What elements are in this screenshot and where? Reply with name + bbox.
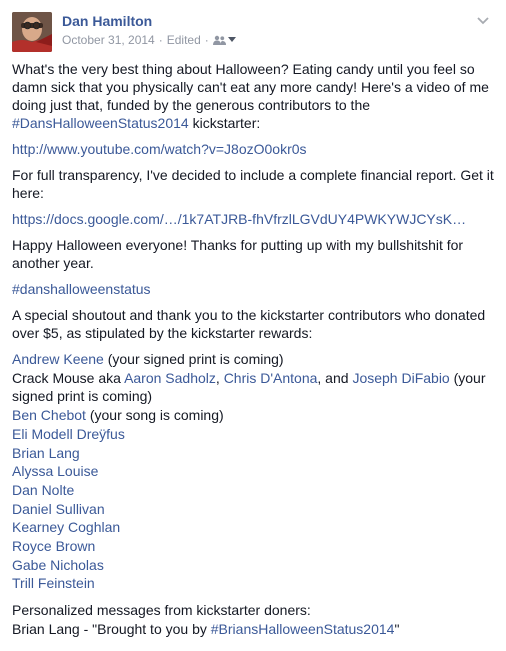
contributor-link[interactable]: Joseph DiFabio <box>352 369 450 386</box>
doc-link[interactable]: https://docs.google.com/…/1k7ATJRB-fhVfrzlLGVdUY4PWKYWJCYsK… <box>12 211 467 227</box>
contributor-link[interactable]: Chris D'Antona <box>223 369 318 386</box>
shoutout-paragraph: A special shoutout and thank you to the kickstarter contributors who donated over $5, as stipulated by the kickstarter rewards: <box>12 307 486 341</box>
author-name[interactable]: Dan Hamilton <box>62 13 153 29</box>
chevron-down-icon <box>228 37 236 43</box>
post-date[interactable]: October 31, 2014 <box>62 33 155 47</box>
personalized-message <box>12 620 494 639</box>
post-header <box>12 12 494 60</box>
video-paragraph <box>12 140 494 158</box>
list-item <box>12 537 494 556</box>
contributor-link[interactable]: Eli Modell Dreÿfus <box>12 425 125 442</box>
contributor-note: (your signed print is coming) <box>12 369 486 405</box>
message-text-end: " <box>394 620 400 637</box>
intro-text-end: kickstarter: <box>188 115 261 131</box>
contributor-note: (your signed print is coming) <box>103 351 284 367</box>
contributor-link[interactable]: Ben Chebot <box>12 407 86 424</box>
message-text: Brian Lang - "Brought to you by <box>12 620 211 637</box>
separator-text: , <box>215 369 224 386</box>
list-item <box>12 462 494 481</box>
contributor-link[interactable]: Daniel Sullivan <box>12 500 105 517</box>
contributor-link[interactable]: Alyssa Louise <box>12 463 99 480</box>
hashtag-link[interactable]: #DansHalloweenStatus2014 <box>12 115 189 131</box>
edited-label[interactable]: Edited <box>166 33 201 47</box>
contributor-link[interactable]: Royce Brown <box>12 538 96 555</box>
meta-separator: · <box>158 33 163 47</box>
contributor-link[interactable]: Aaron Sadholz <box>124 369 216 386</box>
avatar[interactable] <box>12 12 52 52</box>
list-item <box>12 350 494 369</box>
meta-separator: · <box>204 33 209 47</box>
contributor-link[interactable]: Kearney Coghlan <box>12 519 121 536</box>
personalized-heading: Personalized messages from kickstarter doners: <box>12 602 311 619</box>
hashtag-link[interactable]: #BriansHalloweenStatus2014 <box>210 620 395 637</box>
contributor-text: Crack Mouse aka <box>12 369 125 386</box>
video-link[interactable]: http://www.youtube.com/watch?v=J8ozO0okr0s <box>12 141 307 157</box>
list-item <box>12 444 494 463</box>
contributor-link[interactable]: Brian Lang <box>12 444 80 461</box>
list-item <box>12 500 494 519</box>
contributors-block <box>12 350 494 593</box>
intro-paragraph <box>12 60 494 132</box>
happy-paragraph: Happy Halloween everyone! Thanks for putting up with my bullshitshit for another year. <box>12 237 464 271</box>
contributor-note: (your song is coming) <box>85 407 224 424</box>
post-meta <box>62 33 236 47</box>
list-item <box>12 481 494 500</box>
post-body <box>12 60 494 639</box>
list-item <box>12 406 494 425</box>
separator-text: , and <box>317 369 353 386</box>
list-item <box>12 574 494 593</box>
contributor-link[interactable]: Gabe Nicholas <box>12 556 104 573</box>
list-item <box>12 556 494 575</box>
contributor-link[interactable]: Dan Nolte <box>12 481 75 498</box>
list-item <box>12 518 494 537</box>
audience-selector[interactable] <box>213 35 236 45</box>
hashtag-paragraph <box>12 280 494 298</box>
list-item <box>12 425 494 444</box>
hashtag-link[interactable]: #danshalloweenstatus <box>12 281 151 297</box>
intro-text: What's the very best thing about Halloween? Eating candy until you feel so damn sick that you physically can't eat any more candy! Here's a video of me doing just that, funded by the generous contributors to the <box>12 61 489 113</box>
friends-icon <box>213 35 226 45</box>
doc-paragraph <box>12 210 494 228</box>
contributor-link[interactable]: Andrew Keene <box>12 351 104 367</box>
options-chevron-icon[interactable] <box>476 14 490 28</box>
list-item <box>12 369 494 406</box>
transparency-paragraph: For full transparency, I've decided to include a complete financial report. Get it here: <box>12 167 494 201</box>
contributor-link[interactable]: Trill Feinstein <box>12 575 95 592</box>
